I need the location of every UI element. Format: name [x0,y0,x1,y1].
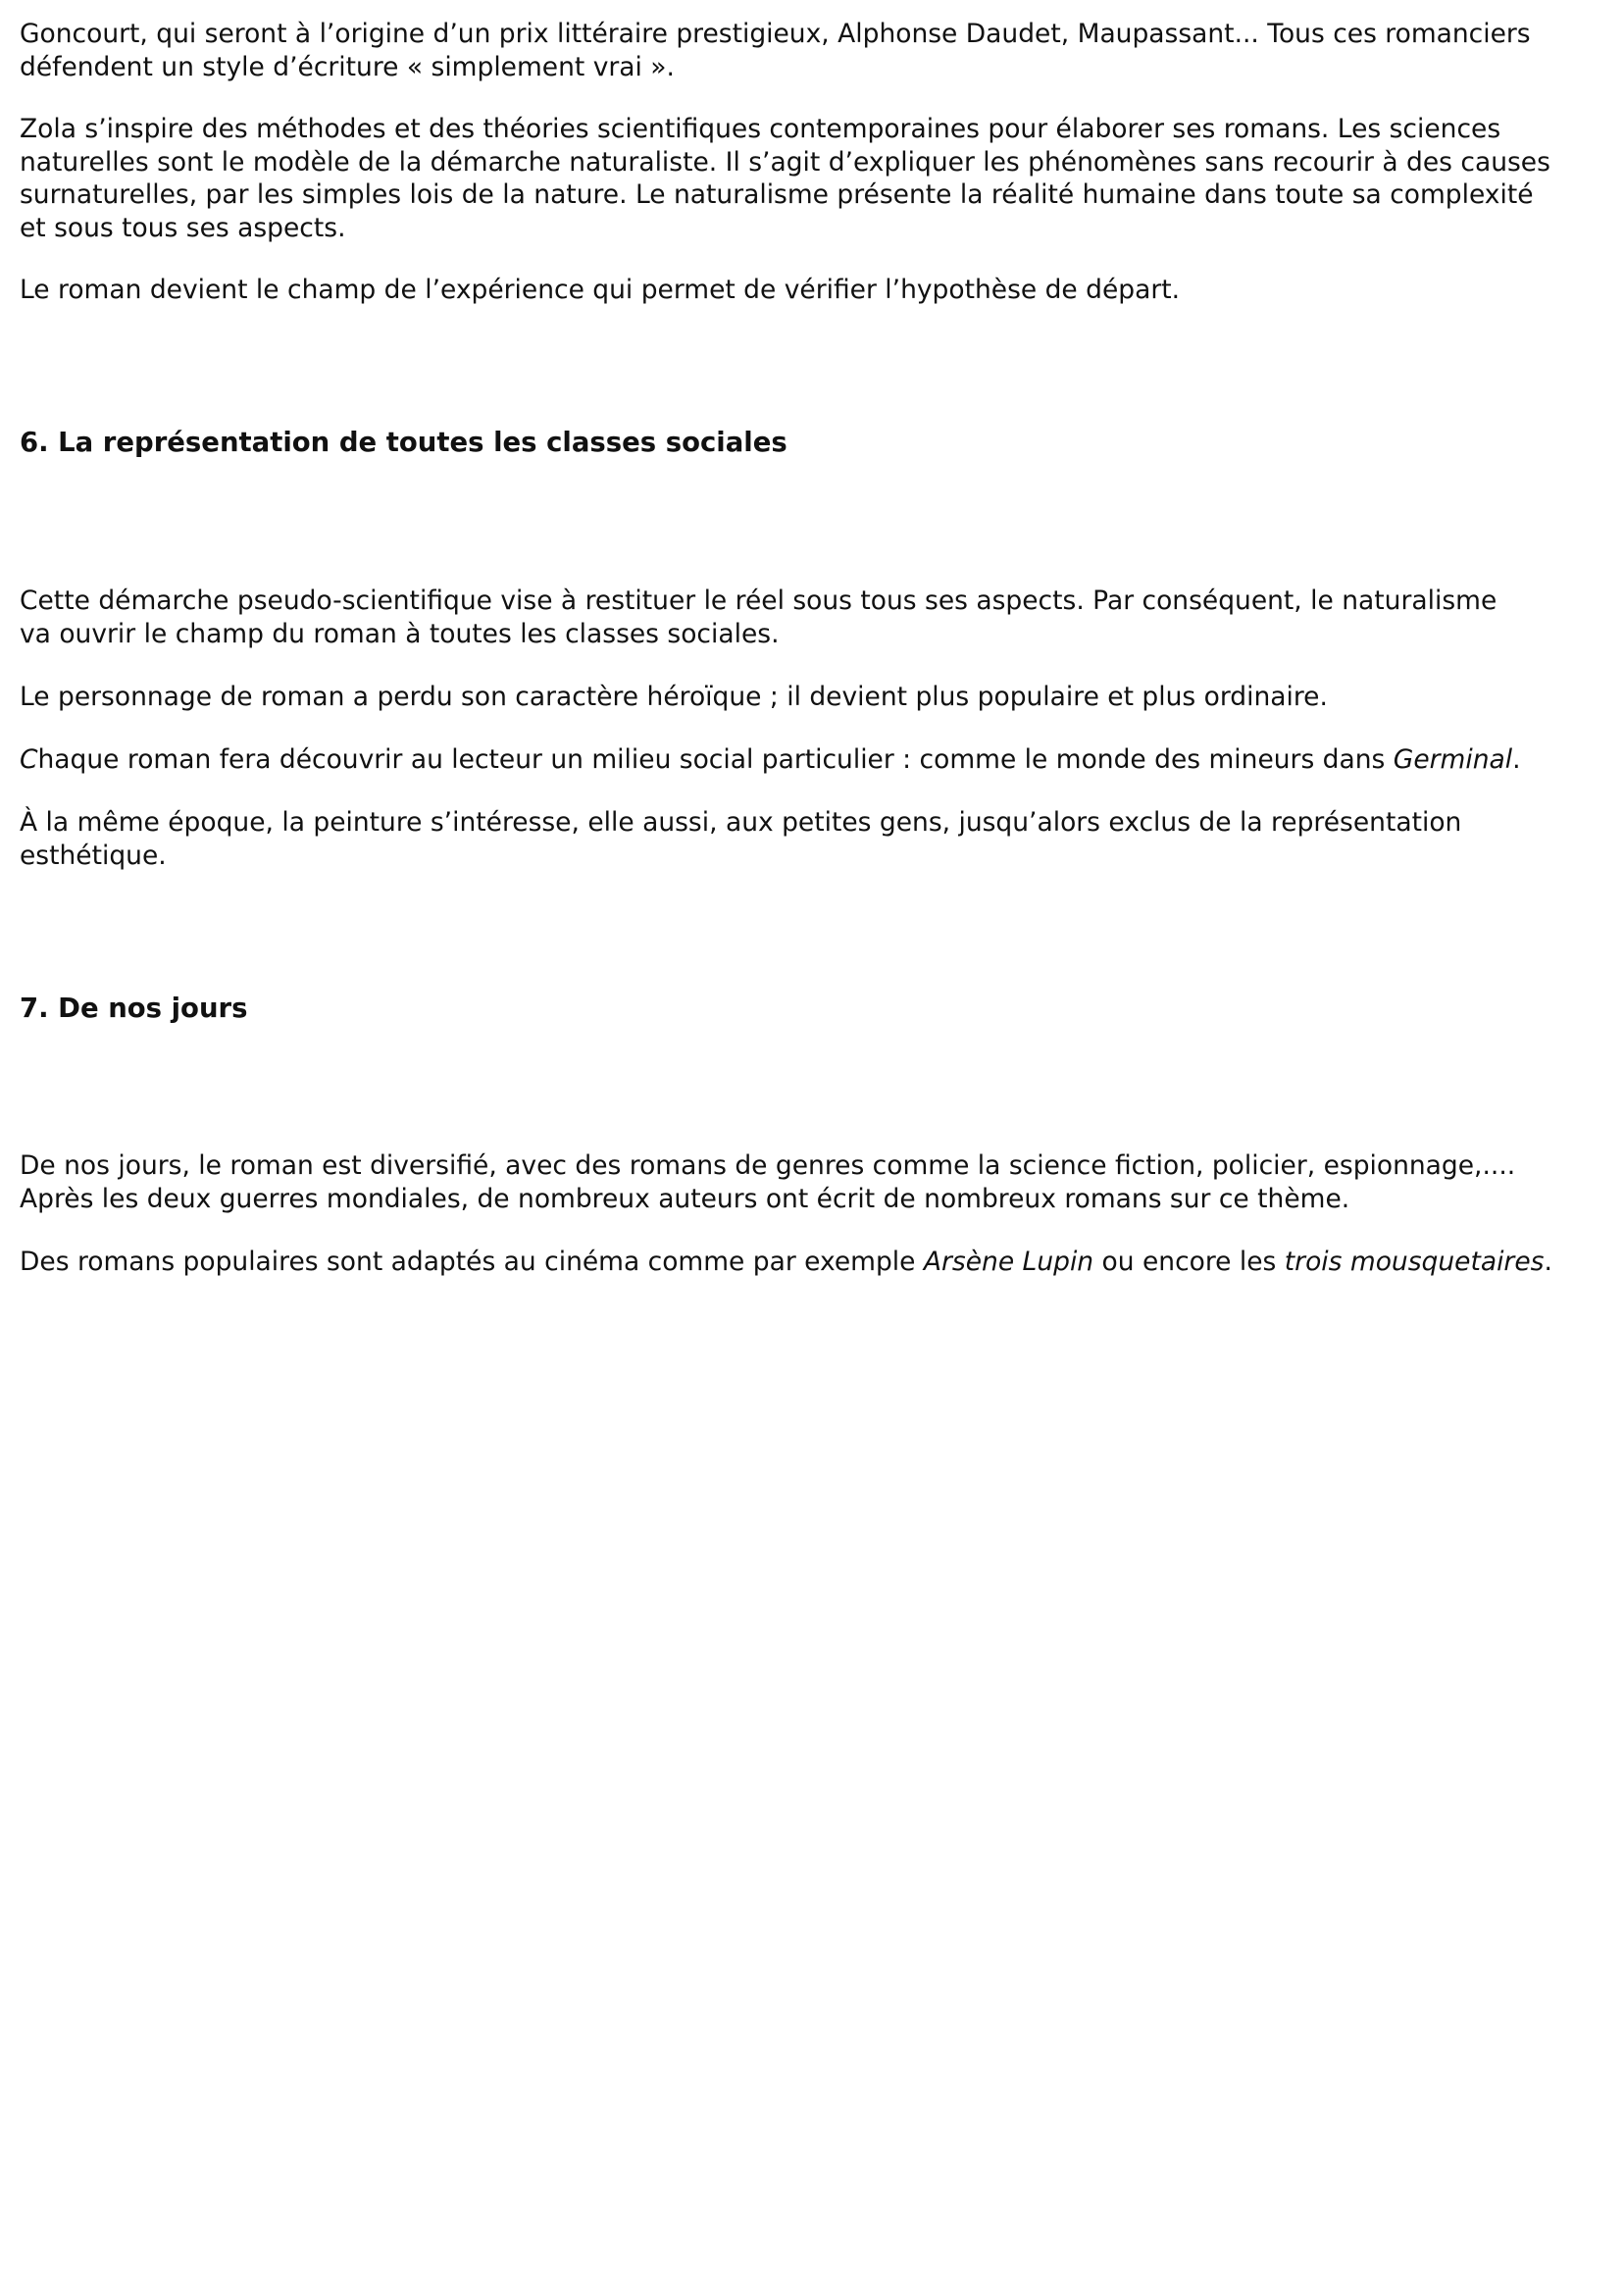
text-line: Zola s’inspire des méthodes et des théories scientifiques contemporaines pour élaborer ses romans. Les sciences [20,114,1501,144]
zola-paragraph [20,113,1550,244]
text-line [20,1246,1552,1279]
text-span: Des romans populaires sont adaptés au cinéma comme par exemple [20,1247,924,1277]
text-line: À la même époque, la peinture s’intéresse, elle aussi, aux petites gens, jusqu’alors exclus de la représentation [20,807,1462,838]
section-6-paragraph-4 [20,806,1461,872]
text-line [20,743,1521,777]
italic-initial: C [20,744,38,775]
text-span: haque roman fera découvrir au lecteur un milieu social particulier : comme le monde des mineurs dans [37,744,1394,775]
text-span: . [1512,744,1521,775]
section-6-heading: 6. La représentation de toutes les classes sociales [20,427,787,458]
text-span: . [1544,1247,1552,1277]
book-title-germinal: Germinal [1393,744,1513,775]
text-line: va ouvrir le champ du roman à toutes les classes sociales. [20,618,780,649]
intro-paragraph [20,18,1531,83]
section-7-paragraph-2 [20,1246,1552,1279]
text-span: ou encore les [1093,1247,1285,1277]
text-line: défendent un style d’écriture « simplement vrai ». [20,51,675,82]
section-6-paragraph-2 [20,681,1328,714]
section-7-paragraph-1 [20,1149,1515,1215]
book-title-trois-mousquetaires: trois mousquetaires [1284,1247,1545,1277]
text-line: naturelles sont le modèle de la démarche naturaliste. Il s’agit d’expliquer les phénomènes sans recourir à des causes [20,146,1550,178]
book-title-arsene-lupin: Arsène Lupin [923,1247,1094,1277]
text-line: De nos jours, le roman est diversifié, avec des romans de genres comme la science fiction, policier, espionnage,.... [20,1150,1516,1181]
section-6-paragraph-3 [20,743,1521,777]
text-line: Goncourt, qui seront à l’origine d’un prix littéraire prestigieux, Alphonse Daudet, Maupassant... Tous ces romanciers [20,19,1531,49]
section-7-heading: 7. De nos jours [20,993,248,1024]
text-line: Le roman devient le champ de l’expérience qui permet de vérifier l’hypothèse de départ. [20,275,1181,305]
text-line: Après les deux guerres mondiales, de nombreux auteurs ont écrit de nombreux romans sur ce thème. [20,1183,1350,1214]
text-line: Le personnage de roman a perdu son caractère héroïque ; il devient plus populaire et plus ordinaire. [20,682,1328,712]
experience-paragraph [20,274,1180,307]
text-line: surnaturelles, par les simples lois de la nature. Le naturalisme présente la réalité humaine dans toute sa complexité [20,179,1534,210]
text-line: esthétique. [20,840,167,871]
section-6-paragraph-1 [20,585,1497,650]
text-line: et sous tous ses aspects. [20,212,346,243]
text-line: Cette démarche pseudo-scientifique vise à restituer le réel sous tous ses aspects. Par conséquent, le naturalisme [20,586,1497,616]
